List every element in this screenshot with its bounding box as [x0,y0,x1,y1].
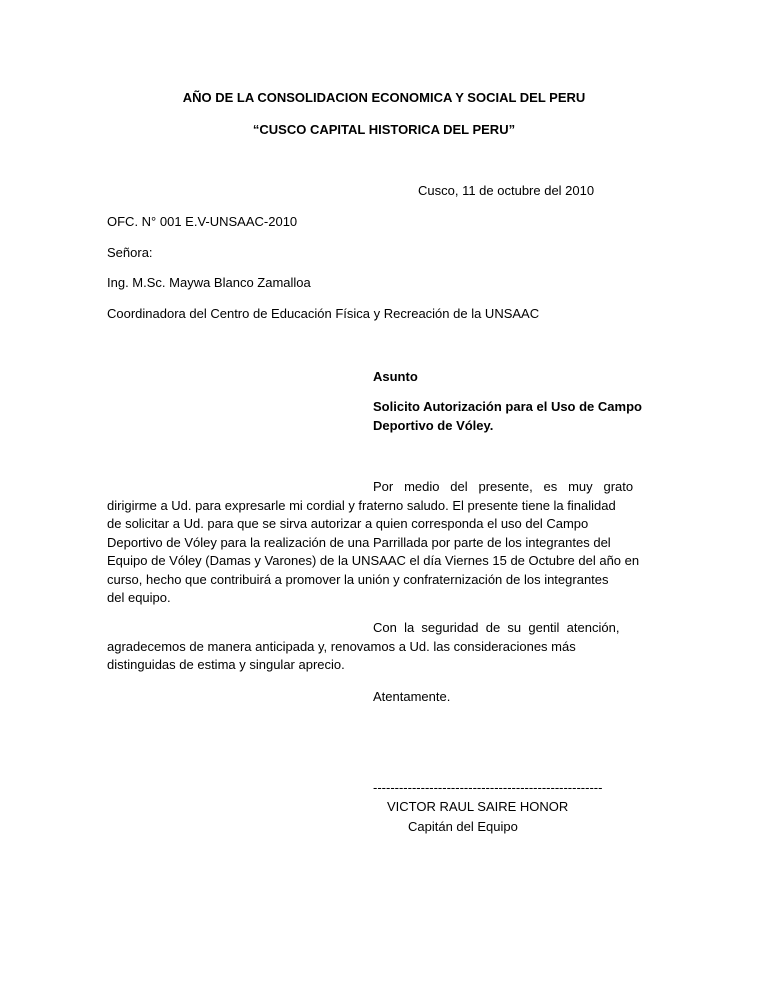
office-reference: OFC. N° 001 E.V-UNSAAC-2010 [107,214,298,229]
body1-line-6: curso, hecho que contribuirá a promover la unión y confraternización de los integrantes [107,572,609,587]
recipient-role: Coordinadora del Centro de Educación Física y Recreación de la UNSAAC [107,306,540,321]
place-date: Cusco, 11 de octubre del 2010 [418,183,595,198]
closing: Atentamente. [373,689,451,704]
body1-line-2: dirigirme a Ud. para expresarle mi cordial y fraterno saludo. El presente tiene la finalidad [107,498,616,513]
body1-line-3: de solicitar a Ud. para que se sirva autorizar a quien corresponda el uso del Campo [107,516,589,531]
subject-label: Asunto [373,369,418,384]
signer-name: VICTOR RAUL SAIRE HONOR [387,799,569,814]
body1-line-1: Por medio del presente, es muy grato [373,479,634,494]
recipient-name: Ing. M.Sc. Maywa Blanco Zamalloa [107,275,311,290]
signer-title: Capitán del Equipo [408,819,518,834]
body1-line-7: del equipo. [107,590,171,605]
signature-line: ----------------------------------------------------- [373,780,603,795]
city-motto-heading: “CUSCO CAPITAL HISTORICA DEL PERU” [252,122,516,137]
body2-line-1: Con la seguridad de su gentil atención, [373,620,620,635]
body1-line-5: Equipo de Vóley (Damas y Varones) de la UNSAAC el día Viernes 15 de Octubre del año en [107,553,640,568]
body2-line-3: distinguidas de estima y singular aprecio. [107,657,345,672]
salutation: Señora: [107,245,153,260]
body2-line-2: agradecemos de manera anticipada y, renovamos a Ud. las consideraciones más [107,639,576,654]
body1-line-4: Deportivo de Vóley para la realización de una Parrillada por parte de los integrantes del [107,535,611,550]
subject-line-2: Deportivo de Vóley. [373,418,494,433]
subject-line-1: Solicito Autorización para el Uso de Campo [373,399,642,414]
year-motto-heading: AÑO DE LA CONSOLIDACION ECONOMICA Y SOCIAL DEL PERU [182,90,586,105]
